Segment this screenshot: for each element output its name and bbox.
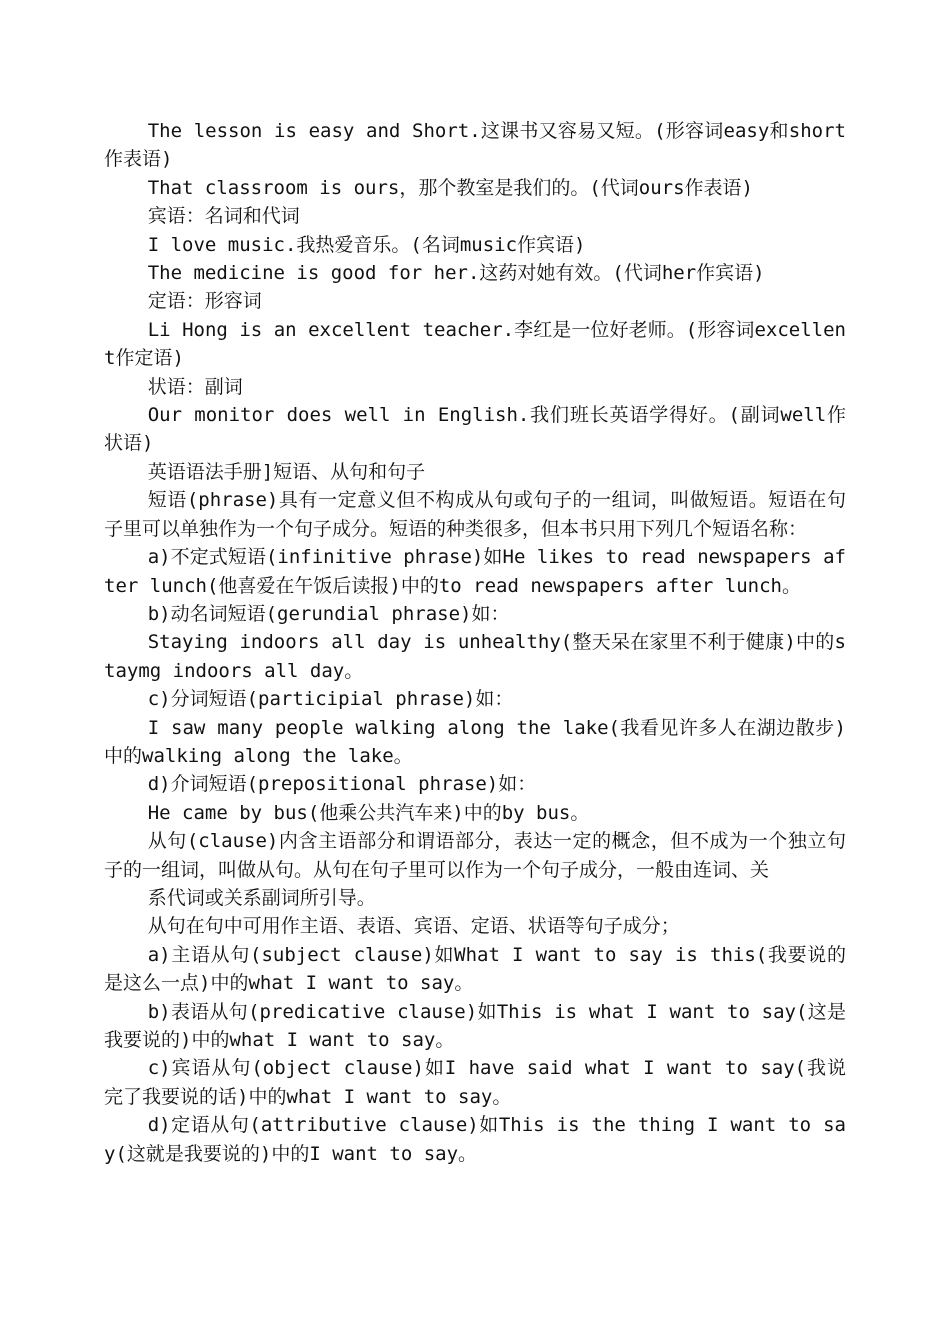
section-heading: 英语语法手册]短语、从句和句子 — [147, 460, 426, 483]
section-heading: 宾语：名词和代词 — [147, 205, 300, 228]
paragraph: b)表语从句(predicative clause)如This is what I want to say(这是我要说的)中的what I want to say。 — [104, 1000, 846, 1051]
paragraph: a)主语从句(subject clause)如What I want to say is this(我要说的是这么一点)中的what I want to say。 — [104, 943, 846, 995]
paragraph: The lesson is easy and Short.这课书又容易又短。(形容词easy和short作表语) — [104, 120, 846, 171]
paragraph: 系代词或关系副词所引导。 — [147, 886, 376, 909]
paragraph: Staying indoors all day is unhealthy(整天呆在家里不利于健康)中的staymg indoors all day。 — [104, 631, 846, 682]
paragraph: a)不定式短语(infinitive phrase)如He likes to read newspapers after lunch(他喜爱在午饭后读报)中的to read newspapers after lunch。 — [104, 546, 846, 597]
paragraph: Li Hong is an excellent teacher.李红是一位好老师。(形容词excellent作定语) — [104, 318, 846, 370]
paragraph: 从句在句中可用作主语、表语、宾语、定语、状语等句子成分； — [147, 915, 680, 938]
paragraph: He came by bus(他乘公共汽车来)中的by bus。 — [147, 801, 590, 824]
document-page — [104, 117, 846, 1168]
paragraph: d)介词短语(prepositional phrase)如： — [147, 773, 537, 796]
section-heading: 状语：副词 — [147, 375, 243, 398]
paragraph: I saw many people walking along the lake(我看见许多人在湖边散步)中的walking along the lake。 — [104, 716, 846, 767]
paragraph: The medicine is good for her.这药对她有效。(代词her作宾语) — [147, 262, 765, 285]
paragraph: Our monitor does well in English.我们班长英语学得好。(副词well作状语) — [104, 404, 846, 455]
paragraph: c)宾语从句(object clause)如I have said what I want to say(我说完了我要说的话)中的what I want to say。 — [104, 1057, 846, 1108]
paragraph: 短语(phrase)具有一定意义但不构成从句或句子的一组词，叫做短语。短语在句子里可以单独作为一个句子成分。短语的种类很多，但本书只用下列几个短语名称： — [104, 489, 846, 540]
paragraph: 从句(clause)内含主语部分和谓语部分，表达一定的概念，但不成为一个独立句子的一组词，叫做从句。从句在句子里可以作为一个句子成分，一般由连词、关 — [104, 830, 846, 881]
paragraph: That classroom is ours，那个教室是我们的。(代词ours作表语) — [147, 176, 753, 199]
paragraph: I love music.我热爱音乐。(名词music作宾语) — [147, 233, 586, 256]
section-heading: 定语：形容词 — [147, 290, 262, 313]
paragraph: d)定语从句(attributive clause)如This is the thing I want to say(这就是我要说的)中的I want to say。 — [104, 1114, 846, 1165]
paragraph: c)分词短语(participial phrase)如： — [147, 688, 514, 711]
paragraph: b)动名词短语(gerundial phrase)如： — [147, 602, 510, 625]
